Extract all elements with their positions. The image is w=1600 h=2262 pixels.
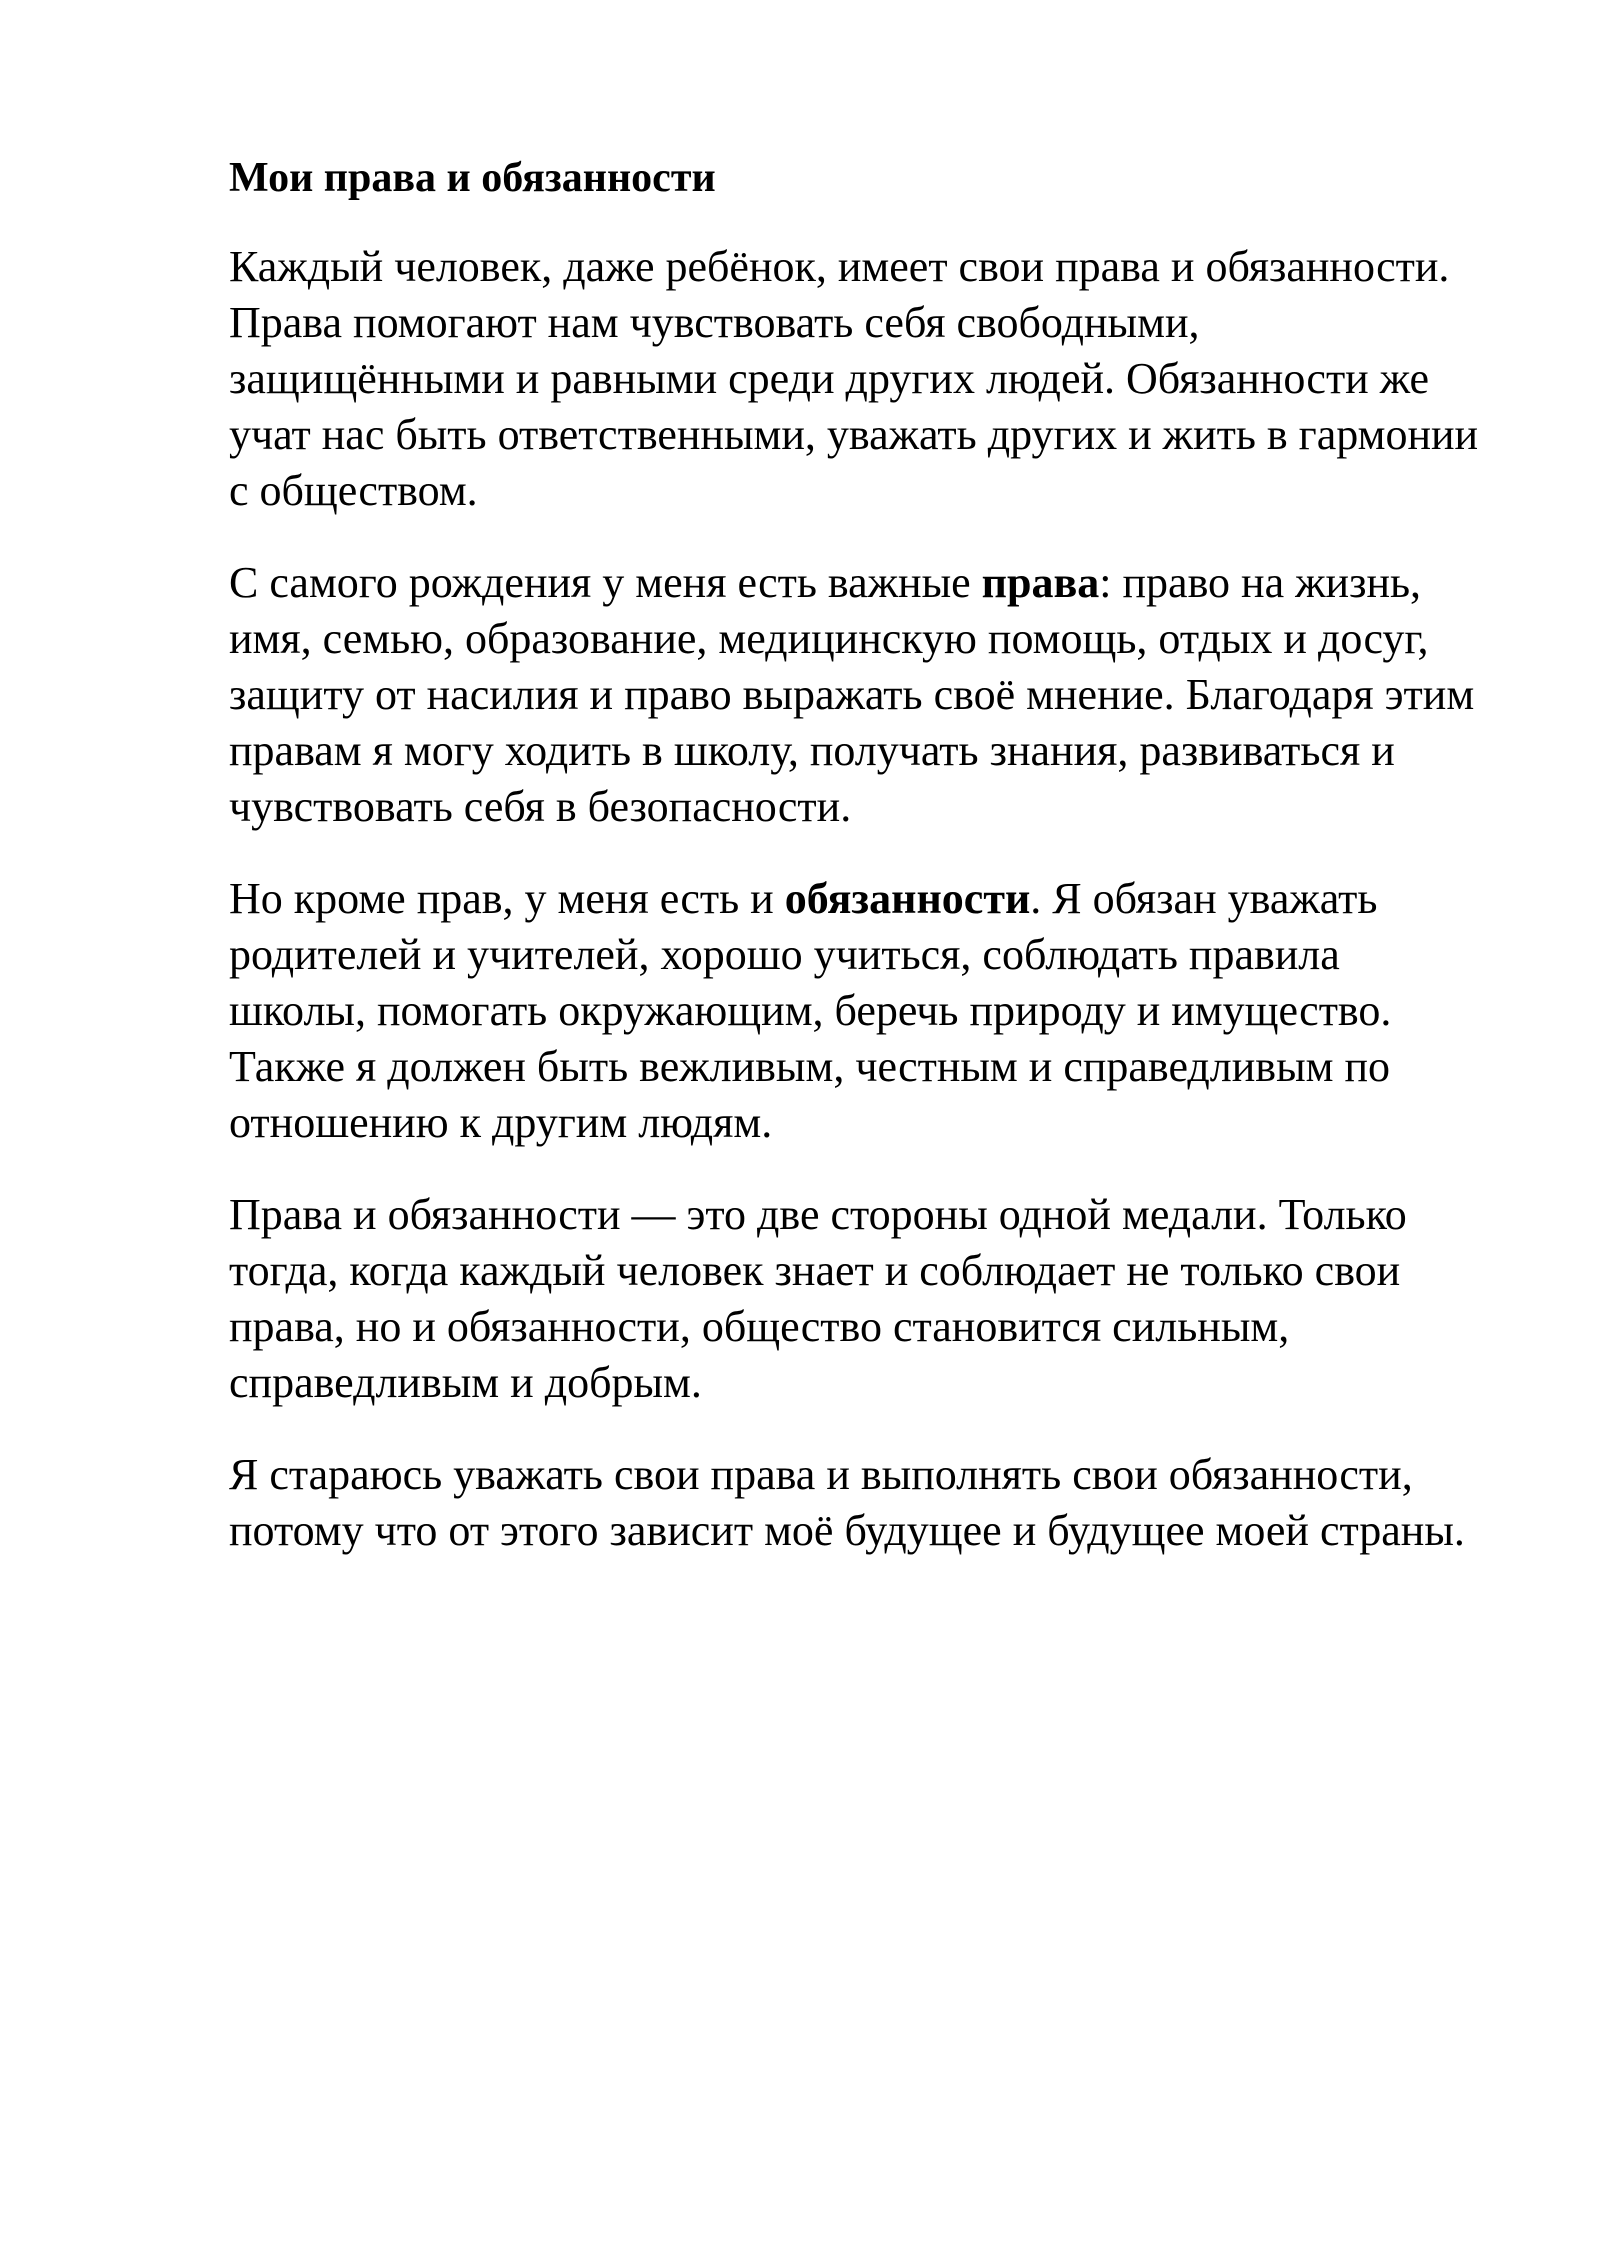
duties-keyword: обязанности [784,874,1031,923]
paragraph-duties [229,871,1479,1151]
paragraph-rights-start: С самого рождения у меня есть важные [229,558,982,607]
paragraph-intro: Каждый человек, даже ребёнок, имеет свои права и обязанности. Права помогают нам чувствовать себя свободными, защищёнными и равными среди других людей. Обязанности же учат нас быть ответственными, уважать других и жить в гармонии с обществом. [229,242,1479,515]
paragraph-duties-end: . Я обязан уважать родителей и учителей, хорошо учиться, соблюдать правила школы, помогать окружающим, беречь природу и имущество. Также я должен быть вежливым, честным и справедливым по отношению к другим людям. [229,874,1392,1147]
rights-keyword: права [981,558,1100,607]
paragraph-rights-end: : право на жизнь, имя, семью, образование, медицинскую помощь, отдых и досуг, защиту от насилия и право выражать своё мнение. Благодаря этим правам я могу ходить в школу, получать знания, развиваться и чувствовать себя в безопасности. [229,558,1475,831]
document-page [229,150,1479,1595]
paragraph-rights [229,555,1479,835]
paragraph-duties-start: Но кроме прав, у меня есть и [229,874,785,923]
paragraph-balance: Права и обязанности — это две стороны одной медали. Только тогда, когда каждый человек знает и соблюдает не только свои права, но и обязанности, общество становится сильным, справедливым и добрым. [229,1190,1407,1407]
paragraph-conclusion: Я стараюсь уважать свои права и выполнять свои обязанности, потому что от этого зависит моё будущее и будущее моей страны. [229,1450,1465,1555]
document-title: Мои права и обязанности [229,155,716,201]
